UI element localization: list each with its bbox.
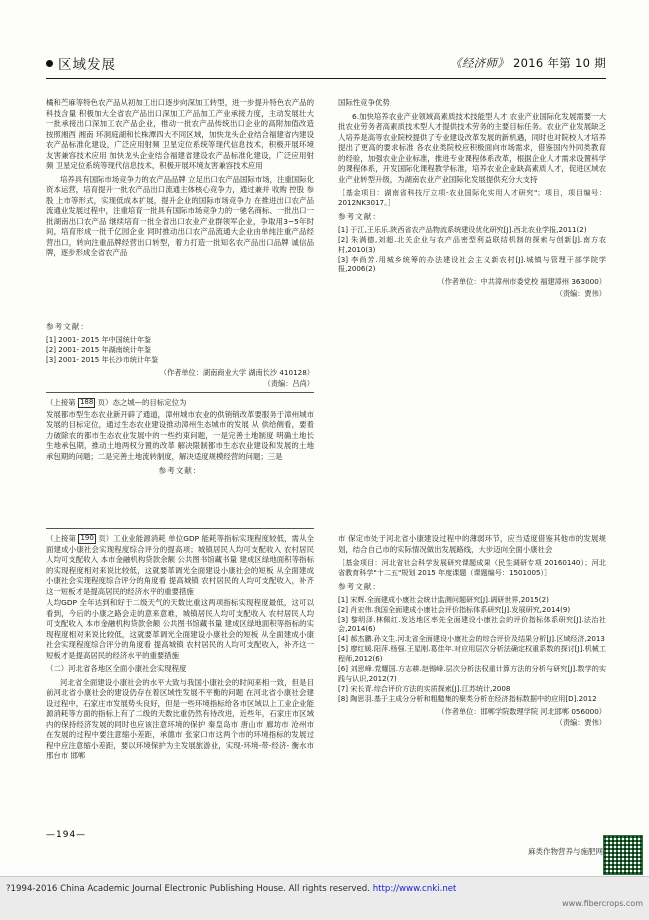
reference-item: [2] 2001- 2015 年湖南统计年鉴: [46, 344, 152, 354]
page-header: [46, 48, 606, 79]
reference-item: [2] 朱满德,刘超.北关企业与农产品密型利益联结机制的探索与创新[J].南方农村,2010(3): [338, 234, 606, 254]
funding-note: ［基金项目：湖南省科技厅立项-农业国际化实用人才研究"；项目，项目编号：2012NK3017。］: [338, 188, 606, 208]
references-heading: 参考文献：: [158, 466, 202, 476]
paragraph-text: 橘和苎麻等特色农产品从初加工出口逐步向深加工转型，进一步提升特色农产品的科技含量 积极加大全省农产品出口深加工产品加工产业承接力度，主动发展壮大一批承接出口深加工农产品企业，推动一批农产品传统出口企业的高附加值改造 按照湘西 湘南 环洞庭湖和长株潭四大不同区域，加快龙头企业结合福建省内建设农产品标准化建设，广泛应用射频 卫星定位系统等现代信息技术，积极开展环境友害兼容技术应用 加快龙头企业结合福建省建设农产品标准化建设，广泛应用射频 卫星定位系统等现代信息技术，积极开展环境友害兼容技术应用: [46, 98, 314, 171]
reference-item: [1] 于江,王乐乐.陕西省农产品物流系统建设优化研究[J].西北农业学报,2011(2): [338, 224, 587, 234]
author-affiliation: [338, 707, 606, 717]
left-column-refs-1: [46, 318, 314, 389]
author-affiliation-text: （作者单位：中共漳州市委党校 福建漳州: [437, 277, 570, 287]
cnki-link[interactable]: http://www.cnki.net: [372, 884, 457, 894]
paragraph-left-cont-1: [46, 410, 314, 463]
editor-credit: （责编：吕尚）: [263, 378, 314, 388]
left-column-body-1: [46, 98, 314, 262]
reference-item: [3] 2001- 2015 年长沙市统计年鉴: [46, 354, 159, 364]
references-heading: 参考文献：: [46, 322, 89, 331]
funding-note: ［基金项目：河北省社会科学发展研究课题成果（民生调研专项 20160140）；河北省教育科学"十二五"规划 2015 年度课题（课题编号：1501005）］: [338, 558, 606, 577]
postal-code: 410128）: [279, 367, 314, 377]
reference-item: [3] 黎明泽.林佩红.发达地区率先全面建设小康社会的评价指标体系研究[J].法治社会,2014(6): [338, 614, 606, 634]
postal-code: 056000）: [571, 706, 606, 716]
continuation-page: 190: [80, 534, 94, 543]
subsection-heading-wrap: [46, 664, 314, 675]
paragraph-text: 河北省全面建设小康社会的水平大致与我国小康社会的时间来相一致，但是目前河北省小康社会的建设仍存在着区域性发展不平衡的问题 在河北省小康社会建设过程中，石家庄市发展势头良好，但是一些环境指标给各市区域以上工业企业能源消耗等方面的指标上有了二级的天数比重仍然有待改进，近些年，石家庄市区域内的保持经济发展的同时也应该注意环境的保护 秦皇岛市 唐山市 廊坊市 沧州市在发展的过程中要注意缩小差距，承德市 张家口市这两个市的环境指标的发展过程中应注意缩小差距，要以环境保护为主发展旅游业，实现-环境-带-经济- 衡水市 邢台市 邯郸: [46, 677, 314, 761]
copyright-line: [6, 884, 456, 894]
reference-item: [4] 郝杰鹏.孙文生.河北省全面建设小康社会的综合评价及结果分析[J].区域经济,2013: [338, 634, 605, 644]
reference-item: [3] 李尚芳.用城乡统筹的办法建设社会主义新农村[J].城镇与管理干部学院学报,2006(2): [338, 254, 606, 274]
continuation-prefix: （上接第: [46, 534, 76, 543]
page-footer: [0, 876, 649, 920]
paragraph-left-2: [46, 175, 314, 259]
reference-item: [2] 肖宏伟.我国全面建成小康社会评价指标体系研究[J].发展研究,2014(9): [338, 604, 571, 614]
author-affiliation-text: （作者单位：湖南商业大学 湖南长沙: [159, 367, 278, 377]
journal-name: 《经济师》: [450, 56, 510, 70]
postal-code: 363000）: [571, 277, 606, 287]
bullet-dot-icon: [46, 60, 53, 67]
editor-credit: （责编：贾伟）: [555, 288, 606, 298]
journal-info: [450, 55, 606, 71]
watermark-label: 麻类作物营养与施肥网: [528, 847, 603, 856]
paragraph-left-cont-2: [46, 598, 314, 661]
continuation-marker: [46, 398, 314, 409]
copyright-text: ?1994-2016 China Academic Journal Electronic Publishing House. All rights reserved.: [6, 884, 370, 894]
qr-code-icon: [603, 835, 643, 875]
continuation-marker: [46, 534, 314, 597]
reference-item: [8] 陶思羽.基于主成分分析和粗糙集的聚类分析在经济指标数据中的应用[D].2012: [338, 693, 597, 703]
continuation-suffix: 页）态之城—的目标定位为: [97, 398, 187, 407]
references-heading: 参考文献：: [338, 211, 381, 221]
reference-item: [1] 宋辉.全面建成小康社会统计监测问题研究[J].调研世界,2015(2): [338, 594, 549, 604]
paragraph-left-1: [46, 98, 314, 172]
journal-issue: 年第 10 期: [547, 56, 606, 70]
site-label: www.fibercrops.com: [562, 899, 643, 908]
author-affiliation-text: （作者单位：邯郸学院数理学院 河北邯郸: [437, 706, 570, 716]
paragraph-right-1: [338, 112, 606, 186]
reference-item: [7] 宋长青.综合评价方法的实质探索[J].江苏统计,2008: [338, 683, 511, 693]
paragraph-left-hebei: [46, 678, 314, 762]
left-column-continued-1: [46, 398, 314, 479]
paragraph-text: 人均GDP 全年达到和好于二级天气的天数比重这两项指标实现程度最低，这可以看到，今后的小康之路会走的意来意难，城镇居民人均可支配收入 农村居民人均可支配收入 本市金融机构贷款余额 公共图书馆藏书量 建成区绿地面积等指标的实现程度相对来说比较低，这就要革调光全面建设小康社会的短板 从全面建成小康社会实现程度综合评分的角度看 提高城镇 农村居民的人均可支配收入，补齐这一短板才是提高居民的经济水平的重要措施: [46, 598, 314, 660]
reference-item: [6] 刘思峰.党耀国.方志耕.赵锡峰.层次分析法权重计算方法的分析与研究[J].数学的实践与认识,2012(7): [338, 664, 606, 684]
column-divider: [46, 392, 314, 393]
journal-year: 2016: [513, 56, 544, 70]
author-affiliation: [338, 277, 606, 287]
paragraph-text: 6.加快培养农业产业领域高素质技术技能型人才 农业产业国际化发展需要一大批农业劳务者高素质技术型人才提供技术劳务的主要目标任务。农业产业发展缺乏人培养是高等农业院校提供了专业建设改革发展的新机遇，同时也对院校人才培养提出了更高的要求标准 各农业类院校应积极面向市场需求，借鉴国内外同类教育的经验，加强农业企业标准，推进专业课程体系改革，根据企业人才需求设置科学的课程体系，开发国际化课程教学标准，培养农业企业缺高素质人才，促进区域农业产业转型升级，为湖南农业产业国际化发展提供充分大支持: [338, 111, 606, 184]
continuation-page: 188: [79, 398, 94, 407]
left-column-continued-2: [46, 534, 314, 765]
paragraph-right-mid: [338, 534, 606, 555]
continuation-prefix: （上接第: [46, 398, 76, 407]
section-label: 区域发展: [58, 57, 116, 73]
subsection-heading: （二）河北省各地区全面小康社会实现程度: [46, 664, 187, 674]
right-column-body-2: [338, 534, 606, 728]
reference-item: [5] 廖红媛.阳萍.杨强.王星刚.葛佳年.对应用层次分析法确定权重系数的探讨[J].机械工程师,2012(6): [338, 644, 606, 664]
paragraph-text: 国际性竞争优势: [338, 98, 390, 107]
reference-item: [1] 2001- 2015 年中国统计年鉴: [46, 334, 152, 344]
column-divider: [46, 528, 314, 529]
paragraph-text: 市 保定市处于河北省小康建设过程中的薄弱环节，应当适度借鉴其他市的发展规划，结合自己市的实际情况做出发展路线，大步迈向全面小康社会: [338, 534, 606, 554]
section-title: [46, 53, 116, 73]
right-column-body-1: [338, 98, 606, 299]
paragraph-right-0: [338, 98, 606, 109]
paragraph-text: 发展都市型生态农业新开辟了通道，漳州城市农业的供销销改革要服务于漳州城市发展的目标定位，通过生态农业建设推动漳州生态城市的发展 从 供给侧看，要着力破除农的都市生态农业发展中的一些约束问题，一是完善土地制度 明确土地长生地承包期，推动土地两权分置的改革 解决限制都市生态农业建设和发展的土地承包期的问题；二是完善土地流转制度，解决适度规模经营的问题；三是: [46, 409, 314, 461]
paragraph-text: 培养具有国际市场竞争力的农产品品牌 立足出口农产品国际市场，注重国际化资本运营，培育提升一批农产品出口流通主体核心竞争力，通过兼并 收购 控股 参股 上市等形式，实现低成本扩展，提升企业的国际市场竞争力 在推进出口农产品流通业发展过程中，注重培育一批具有国际市场竞争力的一驰名商标、一批出口一批湖南出口农产品 继续培育一批全省出口农业产业群领军企业，争取用3~5年时间，培育形成一批千亿园企业 同时推动出口农产品流通大企业由单纯注重产品经营出口，转向注重品牌经营出口转型，着力打造一批知名农产品出口品牌 诚信品牌，逐步形成全省农产品: [46, 174, 314, 258]
page-number: —194—: [46, 830, 87, 840]
continuation-suffix: 页）工业业能源消耗 单位GDP 能耗等指标实现程度较低，需从全面建成小康社会实现程度综合评分的提高项；城镇居民人均可支配收入 农村居民人均可支配收入 本市金融机构贷款余额 公共图书馆藏书量 建成区绿地面积等指标的实现程度相对来说比较低，这就要革调光全面建设小康社会的短板 从全面建成小康社会实现程度综合评分的角度看 提高城镇 农村居民的人均可支配收入，补齐这一短板才是提高居民的经济水平的重要措施: [46, 534, 314, 596]
references-heading: 参考文献：: [338, 581, 381, 591]
author-affiliation: [46, 368, 314, 378]
editor-credit: （责编：贾伟）: [555, 718, 606, 728]
